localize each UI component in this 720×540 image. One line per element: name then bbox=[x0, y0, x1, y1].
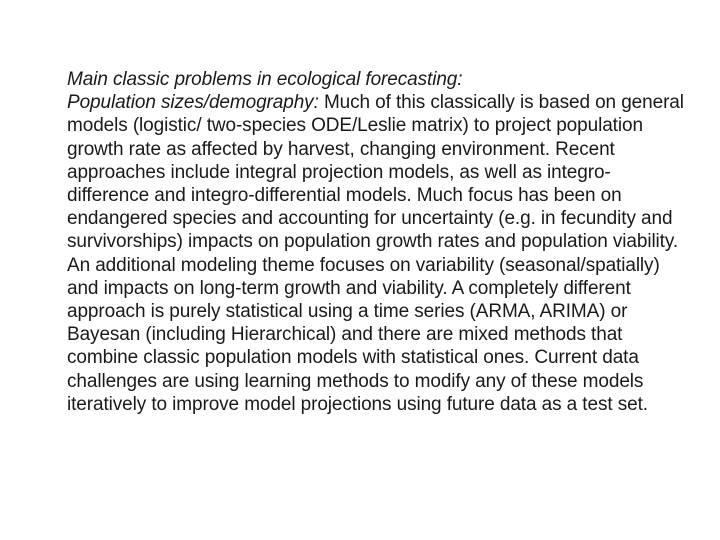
lead-in-label: Population sizes/demography: bbox=[67, 92, 319, 114]
body-paragraph bbox=[67, 91, 687, 416]
body-text: Much of this classically is based on general models (logistic/ two-species ODE/Leslie matrix) to project population growth rate as affected by harvest, changing environment. Recent approaches include integral projection models, as well as integro-difference and integro-differential models. Much focus has been on endangered species and accounting for uncertainty (e.g. in fecundity and survivorships) impacts on population growth rates and population viability. An additional modeling theme focuses on variability (seasonal/spatially) and impacts on long-term growth and viability. A completely different approach is purely statistical using a time series (ARMA, ARIMA) or Bayesan (including Hierarchical) and there are mixed methods that combine classic population models with statistical ones. Current data challenges are using learning methods to modify any of these models iteratively to improve model projections using future data as a test set. bbox=[67, 92, 684, 415]
slide-content bbox=[67, 68, 687, 416]
slide-heading: Main classic problems in ecological forecasting: bbox=[67, 69, 463, 90]
